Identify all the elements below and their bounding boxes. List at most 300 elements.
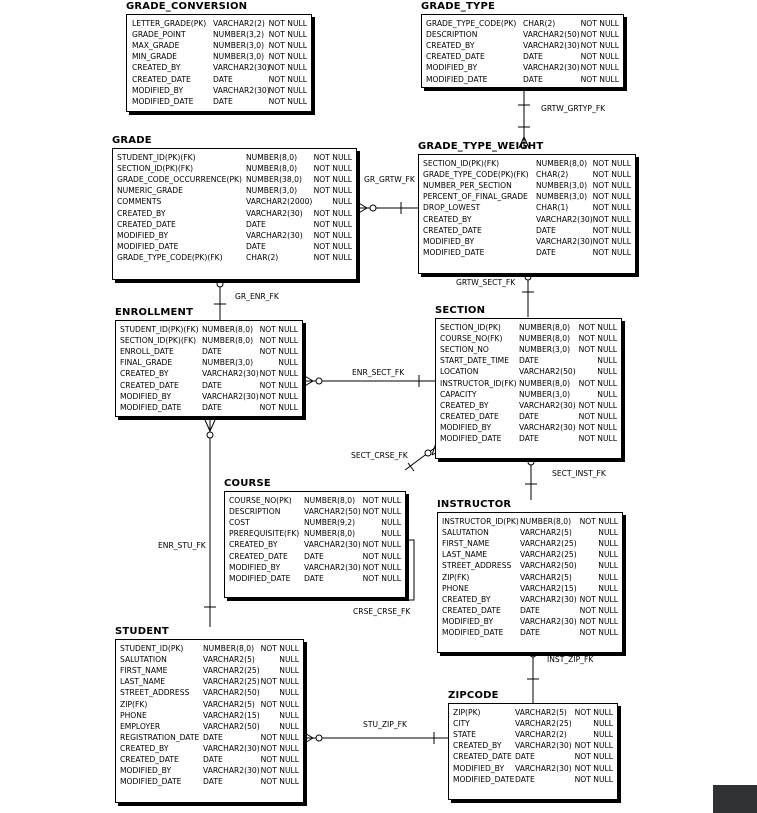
column-type: DATE: [203, 755, 223, 764]
column-type: VARCHAR2(2): [515, 730, 567, 740]
column-row: [113, 219, 356, 230]
column-name: CITY: [453, 719, 470, 729]
column-row: [116, 765, 303, 776]
column-type: DATE: [520, 628, 540, 637]
column-type: CHAR(2): [523, 19, 556, 28]
column-row: [116, 687, 303, 698]
column-type: VARCHAR2(30): [203, 743, 260, 753]
column-row: [436, 322, 621, 333]
label-sect-inst-fk: SECT_INST_FK: [552, 469, 606, 478]
column-name: FIRST_NAME: [442, 539, 490, 549]
entity-title: SECTION: [435, 305, 486, 316]
column-row: [127, 18, 311, 29]
column-nullability: NOT NULL: [313, 230, 352, 240]
column-row: [225, 562, 405, 573]
column-type: VARCHAR2(30): [519, 422, 576, 432]
column-type: NUMBER(3,0): [213, 52, 265, 62]
column-name: MIN_GRADE: [132, 52, 177, 62]
column-row: [449, 740, 617, 751]
label-enr-stu-fk: ENR_STU_FK: [158, 541, 206, 550]
column-type: CHAR(1): [536, 203, 569, 213]
entity-instructor[interactable]: [437, 499, 627, 657]
column-name: MODIFIED_DATE: [120, 402, 182, 412]
column-row: [422, 18, 623, 29]
column-nullability: NOT NULL: [592, 203, 631, 213]
column-name: CREATED_DATE: [229, 551, 288, 561]
entity-course[interactable]: [224, 478, 410, 602]
column-nullability: NULL: [598, 572, 618, 582]
column-type: VARCHAR2(30): [515, 763, 572, 773]
column-row: [116, 654, 303, 665]
column-nullability: NOT NULL: [259, 325, 298, 334]
column-type: NUMBER(8,0): [304, 496, 356, 505]
column-name: CREATED_BY: [440, 400, 489, 410]
column-type: VARCHAR2(30): [304, 540, 361, 550]
column-nullability: NOT NULL: [578, 434, 617, 443]
column-nullability: NOT NULL: [268, 19, 307, 28]
column-row: [113, 185, 356, 196]
entity-title: ENROLLMENT: [115, 307, 194, 318]
column-name: CREATED_DATE: [117, 219, 176, 229]
column-nullability: NOT NULL: [313, 219, 352, 229]
column-nullability: NULL: [598, 550, 618, 560]
column-name: ENROLL_DATE: [120, 347, 174, 357]
column-type: VARCHAR2(50): [523, 30, 580, 40]
column-type: VARCHAR2(25): [515, 719, 572, 729]
column-nullability: NOT NULL: [362, 573, 401, 583]
column-nullability: NOT NULL: [578, 422, 617, 432]
column-type: VARCHAR2(50): [203, 721, 260, 731]
column-nullability: NOT NULL: [313, 241, 352, 251]
column-row: [116, 324, 302, 335]
column-row: [449, 751, 617, 762]
column-row: [438, 627, 622, 638]
column-type: VARCHAR2(5): [203, 699, 255, 709]
column-row: [116, 402, 302, 413]
column-nullability: NOT NULL: [580, 19, 619, 28]
column-nullability: NULL: [598, 561, 618, 571]
column-nullability: NOT NULL: [362, 496, 401, 505]
column-type: VARCHAR2(30): [536, 214, 593, 224]
column-row: [225, 539, 405, 550]
column-nullability: NOT NULL: [574, 752, 613, 762]
column-type: DATE: [202, 380, 222, 390]
column-nullability: NULL: [332, 197, 352, 207]
column-name: MODIFIED_BY: [229, 562, 281, 572]
label-sect-crse-fk: SECT_CRSE_FK: [351, 451, 408, 460]
column-type: DATE: [304, 573, 324, 583]
column-row: [225, 551, 405, 562]
column-name: MODIFIED_DATE: [120, 777, 182, 787]
column-type: DATE: [519, 411, 539, 421]
column-nullability: NOT NULL: [578, 323, 617, 332]
column-nullability: NOT NULL: [313, 186, 352, 196]
column-row: [422, 74, 623, 85]
column-row: [116, 368, 302, 379]
column-name: SECTION_ID(PK)(FK): [423, 159, 500, 168]
column-type: VARCHAR2(50): [519, 367, 576, 377]
column-nullability: NOT NULL: [579, 628, 618, 637]
column-type: VARCHAR2(30): [213, 63, 270, 73]
column-name: MODIFIED_BY: [117, 230, 169, 240]
column-type: DATE: [213, 96, 233, 106]
column-type: VARCHAR2(30): [520, 616, 577, 626]
column-type: VARCHAR2(30): [202, 369, 259, 379]
column-name: STATE: [453, 730, 476, 740]
column-name: MODIFIED_BY: [453, 763, 505, 773]
entity-column-list: [115, 639, 304, 803]
column-row: [436, 433, 621, 444]
column-type: VARCHAR2(30): [304, 562, 361, 572]
column-nullability: NOT NULL: [578, 411, 617, 421]
column-type: DATE: [515, 752, 535, 762]
column-row: [438, 527, 622, 538]
column-name: MODIFIED_DATE: [423, 247, 485, 257]
column-nullability: NOT NULL: [259, 380, 298, 390]
column-row: [116, 743, 303, 754]
column-nullability: NOT NULL: [580, 30, 619, 40]
column-name: CREATED_BY: [442, 594, 491, 604]
column-type: DATE: [520, 605, 540, 615]
entity-student[interactable]: [115, 626, 308, 807]
label-grtw-grtyp-fk: GRTW_GRTYP_FK: [541, 104, 606, 113]
column-nullability: NOT NULL: [259, 336, 298, 346]
column-type: VARCHAR2(25): [203, 666, 260, 676]
column-nullability: NOT NULL: [592, 159, 631, 168]
entity-column-list: [437, 512, 623, 653]
column-row: [449, 718, 617, 729]
column-type: NUMBER(8,0): [519, 378, 571, 388]
rel-line-stu-zip: [303, 732, 449, 744]
column-row: [127, 51, 311, 62]
column-nullability: NOT NULL: [578, 345, 617, 355]
column-type: VARCHAR2(5): [515, 708, 567, 717]
column-row: [449, 707, 617, 718]
entity-column-list: [418, 154, 636, 274]
column-row: [116, 676, 303, 687]
column-name: CREATED_BY: [453, 741, 502, 751]
column-name: MODIFIED_DATE: [442, 628, 504, 637]
column-nullability: NOT NULL: [574, 763, 613, 773]
column-name: FINAL_GRADE: [120, 358, 173, 368]
column-type: NUMBER(8,0): [304, 529, 356, 539]
column-nullability: NULL: [381, 529, 401, 539]
column-name: INSTRUCTOR_ID(FK): [440, 378, 517, 388]
column-type: NUMBER(3,0): [213, 41, 265, 51]
column-type: DATE: [536, 247, 556, 257]
column-nullability: NOT NULL: [574, 774, 613, 784]
column-row: [436, 355, 621, 366]
column-row: [225, 573, 405, 584]
entity-grade-type-weight[interactable]: [418, 141, 640, 278]
label-inst-zip-fk: INST_ZIP_FK: [547, 655, 594, 664]
column-name: CREATED_DATE: [132, 74, 191, 84]
column-name: DESCRIPTION: [426, 30, 478, 40]
column-name: MODIFIED_BY: [120, 391, 172, 401]
column-row: [419, 247, 635, 258]
entity-grade[interactable]: [112, 135, 361, 284]
rel-line-grtw-grtyp: [518, 87, 530, 148]
column-type: NUMBER(8,0): [203, 644, 255, 653]
column-row: [116, 357, 302, 368]
column-type: DATE: [203, 777, 223, 787]
column-type: VARCHAR2(30): [203, 766, 260, 776]
column-row: [438, 516, 622, 527]
column-row: [422, 40, 623, 51]
column-name: LOCATION: [440, 367, 479, 377]
column-nullability: NULL: [279, 710, 299, 720]
column-type: NUMBER(3,0): [519, 389, 571, 399]
column-type: VARCHAR2(30): [202, 391, 259, 401]
column-name: DROP_LOWEST: [423, 203, 481, 213]
column-nullability: NULL: [279, 666, 299, 676]
entity-title: ZIPCODE: [448, 690, 499, 701]
column-nullability: NOT NULL: [580, 74, 619, 84]
entity-section[interactable]: [435, 305, 626, 463]
column-name: ZIP(FK): [120, 699, 148, 709]
column-type: VARCHAR2(30): [246, 230, 303, 240]
column-row: [116, 346, 302, 357]
column-name: CREATED_BY: [120, 369, 169, 379]
column-name: CREATED_DATE: [440, 411, 499, 421]
column-type: NUMBER(3,0): [536, 192, 588, 202]
column-nullability: NULL: [598, 539, 618, 549]
column-name: MODIFIED_BY: [426, 63, 478, 73]
label-stu-zip-fk: STU_ZIP_FK: [363, 720, 407, 729]
column-nullability: NOT NULL: [592, 225, 631, 235]
column-type: VARCHAR2(5): [520, 528, 572, 538]
column-name: MODIFIED_BY: [423, 236, 475, 246]
column-row: [436, 411, 621, 422]
column-nullability: NOT NULL: [362, 507, 401, 517]
entity-zipcode[interactable]: [448, 690, 622, 804]
column-nullability: NOT NULL: [313, 153, 352, 162]
column-nullability: NOT NULL: [268, 96, 307, 106]
column-type: NUMBER(8,0): [519, 334, 571, 344]
column-nullability: NOT NULL: [268, 74, 307, 84]
column-nullability: NULL: [593, 719, 613, 729]
column-type: VARCHAR2(30): [523, 63, 580, 73]
column-type: VARCHAR2(30): [519, 400, 576, 410]
column-row: [449, 729, 617, 740]
entity-column-list: [435, 318, 622, 459]
column-nullability: NOT NULL: [592, 192, 631, 202]
column-name: CREATED_BY: [423, 214, 472, 224]
column-name: CREATED_BY: [426, 41, 475, 51]
column-name: STREET_ADDRESS: [442, 561, 512, 571]
column-type: NUMBER(8,0): [519, 323, 571, 332]
column-nullability: NOT NULL: [260, 743, 299, 753]
column-row: [422, 29, 623, 40]
column-type: NUMBER(3,0): [246, 186, 298, 196]
column-nullability: NULL: [597, 367, 617, 377]
column-nullability: NULL: [597, 389, 617, 399]
column-nullability: NOT NULL: [268, 30, 307, 40]
column-name: COURSE_NO(FK): [440, 334, 503, 344]
column-row: [438, 560, 622, 571]
column-row: [116, 380, 302, 391]
column-nullability: NOT NULL: [574, 708, 613, 717]
column-name: MAX_GRADE: [132, 41, 180, 51]
column-name: STREET_ADDRESS: [120, 688, 190, 698]
column-nullability: NOT NULL: [578, 334, 617, 344]
column-name: FIRST_NAME: [120, 666, 168, 676]
column-row: [422, 51, 623, 62]
column-row: [436, 400, 621, 411]
column-type: VARCHAR2(2000): [246, 197, 313, 207]
column-row: [419, 169, 635, 180]
column-name: CREATED_DATE: [423, 225, 482, 235]
column-row: [225, 517, 405, 528]
column-type: VARCHAR2(30): [246, 208, 303, 218]
column-row: [436, 389, 621, 400]
column-row: [127, 62, 311, 73]
column-name: MODIFIED_BY: [132, 85, 184, 95]
column-row: [419, 214, 635, 225]
entity-title: STUDENT: [115, 626, 169, 637]
column-type: VARCHAR2(5): [203, 655, 255, 665]
column-type: NUMBER(8,0): [246, 153, 298, 162]
column-type: DATE: [519, 434, 539, 443]
column-name: CREATED_DATE: [453, 752, 512, 762]
column-nullability: NOT NULL: [578, 400, 617, 410]
column-name: MODIFIED_DATE: [229, 573, 291, 583]
column-row: [438, 549, 622, 560]
column-row: [438, 583, 622, 594]
column-nullability: NOT NULL: [313, 164, 352, 174]
column-row: [438, 572, 622, 583]
column-type: VARCHAR2(50): [304, 507, 361, 517]
column-nullability: NOT NULL: [579, 594, 618, 604]
column-row: [436, 422, 621, 433]
column-name: PHONE: [120, 710, 147, 720]
column-type: VARCHAR2(25): [520, 550, 577, 560]
column-nullability: NOT NULL: [313, 175, 352, 185]
entity-grade-type[interactable]: [421, 1, 628, 92]
column-nullability: NOT NULL: [268, 63, 307, 73]
column-name: CREATED_BY: [229, 540, 278, 550]
column-nullability: NOT NULL: [362, 562, 401, 572]
column-row: [116, 665, 303, 676]
column-type: NUMBER(8,0): [246, 164, 298, 174]
column-name: MODIFIED_DATE: [132, 96, 194, 106]
entity-title: GRADE_CONVERSION: [126, 1, 248, 12]
column-nullability: NOT NULL: [592, 170, 631, 180]
column-name: CREATED_DATE: [120, 380, 179, 390]
column-row: [116, 335, 302, 346]
column-name: MODIFIED_BY: [120, 766, 172, 776]
column-name: SALUTATION: [120, 655, 167, 665]
column-type: CHAR(2): [246, 252, 279, 262]
column-name: GRADE_TYPE_CODE(PK): [426, 19, 517, 28]
column-type: VARCHAR2(30): [536, 236, 593, 246]
column-name: SECTION_NO: [440, 345, 489, 355]
rel-line-enr-stu: [204, 420, 216, 627]
column-nullability: NOT NULL: [259, 369, 298, 379]
column-name: DESCRIPTION: [229, 507, 281, 517]
column-nullability: NOT NULL: [592, 181, 631, 191]
column-nullability: NULL: [598, 528, 618, 538]
column-name: GRADE_CODE_OCCURRENCE(PK): [117, 175, 242, 185]
column-name: CREATED_BY: [132, 63, 181, 73]
column-type: DATE: [246, 219, 266, 229]
column-row: [113, 196, 356, 207]
column-type: DATE: [523, 52, 543, 62]
column-name: INSTRUCTOR_ID(PK): [442, 517, 519, 526]
column-nullability: NOT NULL: [260, 732, 299, 742]
column-row: [113, 241, 356, 252]
column-type: DATE: [203, 732, 223, 742]
column-nullability: NOT NULL: [268, 85, 307, 95]
column-row: [113, 152, 356, 163]
column-type: VARCHAR2(2): [213, 19, 265, 28]
column-row: [419, 158, 635, 169]
column-type: DATE: [246, 241, 266, 251]
column-type: NUMBER(3,0): [536, 181, 588, 191]
column-nullability: NOT NULL: [592, 236, 631, 246]
column-name: ZIP(PK): [453, 708, 481, 717]
column-name: EMPLOYER: [120, 721, 161, 731]
column-row: [113, 230, 356, 241]
entity-title: INSTRUCTOR: [437, 499, 512, 510]
column-name: MODIFIED_BY: [442, 616, 494, 626]
column-nullability: NOT NULL: [260, 677, 299, 687]
column-type: DATE: [202, 402, 222, 412]
entity-column-list: [224, 491, 406, 598]
label-gr-enr-fk: GR_ENR_FK: [235, 292, 279, 301]
column-type: DATE: [202, 347, 222, 357]
column-name: SECTION_ID(PK)(FK): [120, 336, 197, 346]
column-type: VARCHAR2(15): [520, 583, 577, 593]
column-type: VARCHAR2(25): [520, 539, 577, 549]
column-name: PHONE: [442, 583, 469, 593]
column-name: MODIFIED_DATE: [453, 774, 515, 784]
label-gr-grtw-fk: GR_GRTW_FK: [364, 175, 415, 184]
entity-enrollment[interactable]: [115, 307, 307, 421]
column-nullability: NULL: [279, 688, 299, 698]
column-nullability: NOT NULL: [260, 644, 299, 653]
column-type: DATE: [519, 356, 539, 366]
rel-line-gr-grtw: [357, 202, 420, 214]
column-row: [225, 528, 405, 539]
column-type: NUMBER(3,0): [202, 358, 254, 368]
column-type: NUMBER(8,0): [520, 517, 572, 526]
column-nullability: NOT NULL: [362, 551, 401, 561]
column-row: [438, 616, 622, 627]
entity-grade-conversion[interactable]: [126, 1, 316, 116]
column-row: [449, 774, 617, 785]
column-type: VARCHAR2(30): [515, 741, 572, 751]
column-row: [127, 29, 311, 40]
column-name: MODIFIED_BY: [440, 422, 492, 432]
column-nullability: NOT NULL: [580, 52, 619, 62]
column-name: CREATED_DATE: [442, 605, 501, 615]
column-type: DATE: [213, 74, 233, 84]
column-nullability: NOT NULL: [313, 208, 352, 218]
column-nullability: NOT NULL: [260, 777, 299, 787]
column-name: STUDENT_ID(PK)(FK): [117, 153, 196, 162]
column-nullability: NOT NULL: [592, 214, 631, 224]
column-name: CREATED_BY: [120, 743, 169, 753]
column-row: [436, 344, 621, 355]
column-type: NUMBER(8,0): [536, 159, 588, 168]
column-name: SALUTATION: [442, 528, 489, 538]
column-nullability: NOT NULL: [268, 52, 307, 62]
column-row: [436, 366, 621, 377]
column-row: [116, 776, 303, 787]
column-row: [225, 495, 405, 506]
column-type: VARCHAR2(15): [203, 710, 260, 720]
